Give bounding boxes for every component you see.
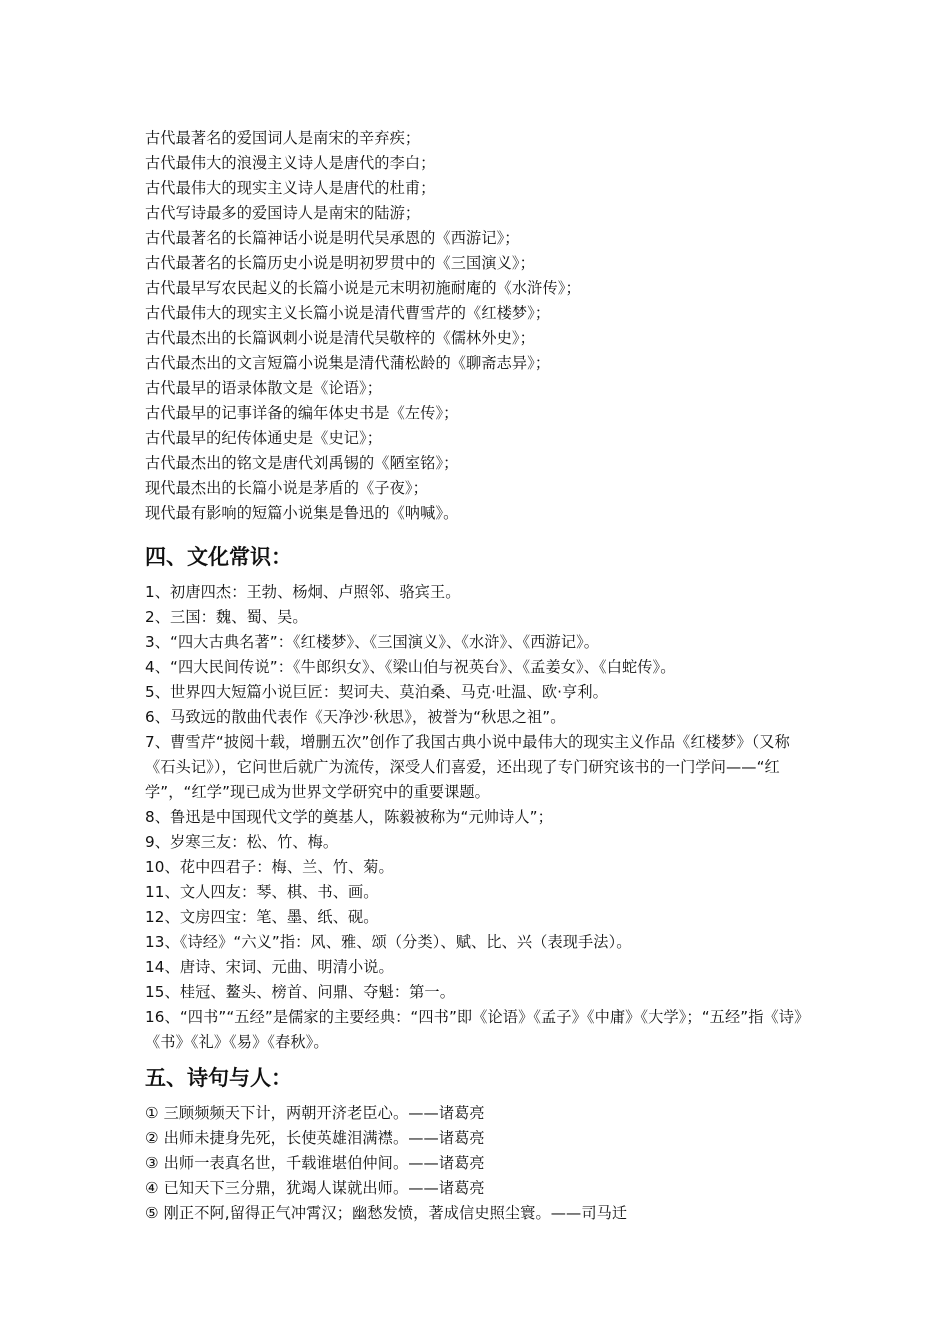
text-line: 现代最杰出的长篇小说是茅盾的《子夜》；: [145, 479, 428, 497]
text-line: 古代最著名的爱国词人是南宋的辛弃疾；: [145, 129, 421, 147]
text-line: 古代最杰出的长篇讽刺小说是清代吴敬梓的《儒林外史》；: [145, 329, 535, 347]
list-item: 15、桂冠、鳌头、榜首、问鼎、夺魁：第一。: [145, 983, 455, 1001]
list-item: 10、花中四君子：梅、兰、竹、菊。: [145, 858, 394, 876]
text-line: 现代最有影响的短篇小说集是鲁迅的《呐喊》。: [145, 504, 459, 522]
list-item: 12、文房四宝：笔、墨、纸、砚。: [145, 908, 379, 926]
section-heading: 五、诗句与人：: [145, 1066, 292, 1090]
intro-list: [145, 126, 815, 526]
section-culture: [145, 534, 815, 1055]
text-line: 古代最著名的长篇历史小说是明初罗贯中的《三国演义》；: [145, 254, 535, 272]
section-heading: 四、文化常识：: [145, 545, 292, 569]
list-item: 1、初唐四杰：王勃、杨炯、卢照邻、骆宾王。: [145, 583, 461, 601]
list-item: 3、“四大古典名著”：《红楼梦》、《三国演义》、《水浒》、《西游记》。: [145, 633, 600, 651]
list-item: 8、鲁迅是中国现代文学的奠基人，陈毅被称为“元帅诗人”；: [145, 808, 553, 826]
text-line: 古代写诗最多的爱国诗人是南宋的陆游；: [145, 204, 421, 222]
list-item: 5、世界四大短篇小说巨匠：契诃夫、莫泊桑、马克·吐温、欧·亨利。: [145, 683, 608, 701]
section-poems: [145, 1055, 815, 1226]
list-item: ③ 出师一表真名世，千载谁堪伯仲间。——诸葛亮: [145, 1154, 485, 1172]
list-item: 14、唐诗、宋词、元曲、明清小说。: [145, 958, 394, 976]
list-item: 6、马致远的散曲代表作《天净沙·秋思》，被誉为“秋思之祖”。: [145, 708, 566, 726]
text-line: 古代最早的语录体散文是《论语》；: [145, 379, 382, 397]
list-item: ⑤ 刚正不阿,留得正气冲霄汉；幽愁发愤，著成信史照尘寰。——司马迁: [145, 1204, 628, 1222]
text-line: 古代最早的记事详备的编年体史书是《左传》；: [145, 404, 459, 422]
list-item: 2、三国：魏、蜀、吴。: [145, 608, 308, 626]
list-item: ① 三顾频频天下计，两朝开济老臣心。——诸葛亮: [145, 1104, 485, 1122]
list-item: ② 出师未捷身先死，长使英雄泪满襟。——诸葛亮: [145, 1129, 485, 1147]
text-line: 古代最杰出的铭文是唐代刘禹锡的《陋室铭》；: [145, 454, 459, 472]
list-item: 9、岁寒三友：松、竹、梅。: [145, 833, 339, 851]
text-line: 古代最伟大的现实主义诗人是唐代的杜甫；: [145, 179, 436, 197]
text-line: 古代最杰出的文言短篇小说集是清代蒲松龄的《聊斋志异》；: [145, 354, 551, 372]
list-item: 11、文人四友：琴、棋、书、画。: [145, 883, 379, 901]
list-item: ④ 已知天下三分鼎，犹竭人谋就出师。——诸葛亮: [145, 1179, 485, 1197]
text-line: 古代最伟大的现实主义长篇小说是清代曹雪芹的《红楼梦》；: [145, 304, 551, 322]
list-item: 13、《诗经》“六义”指：风、雅、颂（分类）、赋、比、兴（表现手法）。: [145, 933, 632, 951]
list-item: 4、“四大民间传说”：《牛郎织女》、《梁山伯与祝英台》、《孟姜女》、《白蛇传》。: [145, 658, 676, 676]
text-line: 古代最伟大的浪漫主义诗人是唐代的李白；: [145, 154, 436, 172]
text-line: 古代最著名的长篇神话小说是明代吴承恩的《西游记》；: [145, 229, 520, 247]
list-item: 7、曹雪芹“披阅十载，增删五次”创作了我国古典小说中最伟大的现实主义作品《红楼梦》（又称《石头记》），它问世后就广为流传，深受人们喜爱，还出现了专门研究该书的一门学问——“红学”，“红学”现已成为世界文学研究中的重要课题。: [145, 733, 790, 801]
list-item: 16、“四书”“五经”是儒家的主要经典：“四书”即《论语》《孟子》《中庸》《大学》；“五经”指《诗》《书》《礼》《易》《春秋》。: [145, 1008, 810, 1051]
text-line: 古代最早的纪传体通史是《史记》；: [145, 429, 382, 447]
text-line: 古代最早写农民起义的长篇小说是元末明初施耐庵的《水浒传》；: [145, 279, 581, 297]
